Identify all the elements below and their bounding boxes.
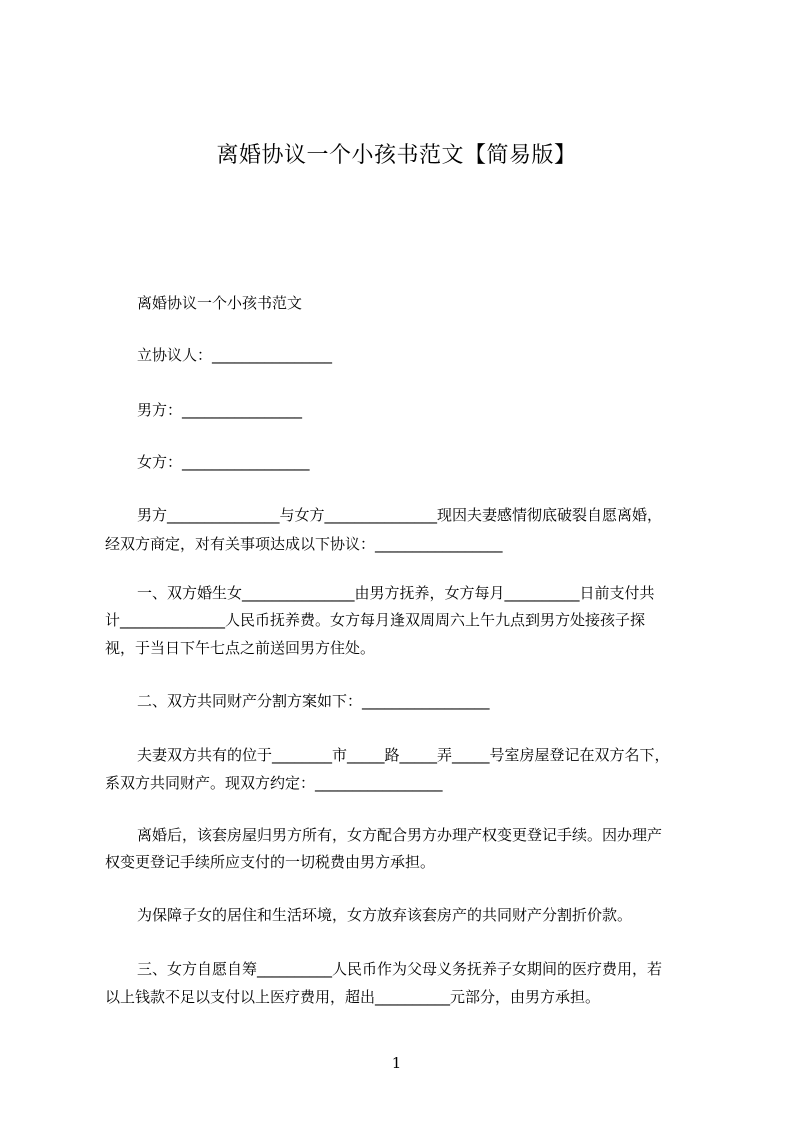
page-number: 1: [391, 1054, 402, 1072]
property-paragraph-line-1: 夫妻双方共有的位于________市_____路_____弄_____号室房屋登记在双方名下，: [137, 746, 670, 764]
subtitle-paragraph: 离婚协议一个小孩书范文: [137, 294, 303, 312]
wife-line: 女方：_________________: [137, 453, 310, 471]
clause-1-line-1: 一、双方婚生女_______________由男方抚养，女方每月__________日前支付共: [137, 584, 655, 602]
intro-paragraph-line-1: 男方_______________与女方_______________现因夫妻感情彻底破裂自愿离婚，: [137, 506, 663, 524]
clause-1-line-3: 视，于当日下午七点之前送回男方住处。: [105, 639, 376, 657]
clause-3-line-2: 以上钱款不足以支付以上医疗费用，超出__________元部分，由男方承担。: [105, 988, 601, 1006]
post-divorce-paragraph-line-2: 权变更登记手续所应支付的一切税费由男方承担。: [105, 853, 436, 871]
clause-2-heading: 二、双方共同财产分割方案如下：_________________: [137, 692, 490, 710]
clause-1-line-2: 计______________人民币抚养费。女方每月逢双周周六上午九点到男方处接孩子探: [105, 611, 646, 629]
parties-line: 立协议人：________________: [137, 346, 333, 364]
post-divorce-paragraph-line-1: 离婚后，该套房屋归男方所有，女方配合男方办理产权变更登记手续。因办理产: [137, 826, 663, 844]
waiver-paragraph: 为保障子女的居住和生活环境，女方放弃该套房产的共同财产分割折价款。: [137, 906, 633, 924]
intro-paragraph-line-2: 经双方商定，对有关事项达成以下协议：_________________: [105, 535, 503, 553]
document-title: 离婚协议一个小孩书范文【简易版】: [216, 143, 577, 168]
husband-line: 男方：________________: [137, 401, 303, 419]
clause-3-line-1: 三、女方自愿自筹__________人民币作为父母义务抚养子女期间的医疗费用，若: [137, 960, 663, 978]
property-paragraph-line-2: 系双方共同财产。现双方约定：_________________: [105, 774, 443, 792]
